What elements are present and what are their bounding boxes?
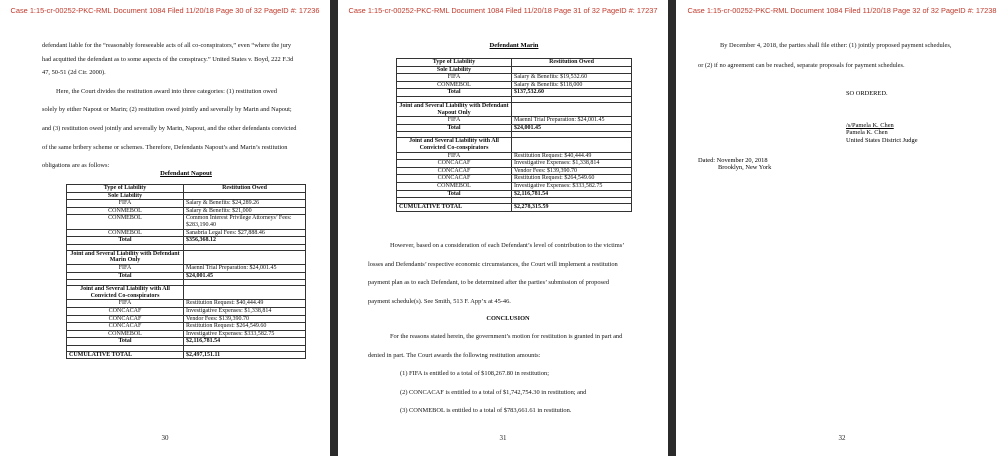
total-value: $356,368.12 <box>184 237 306 245</box>
cell: Restitution Request: $40,444.49 <box>512 152 632 160</box>
page-32 <box>676 0 1008 456</box>
so-ordered: SO ORDERED. <box>846 90 888 97</box>
signature-line: /s/Pamela K. Chen <box>846 122 894 129</box>
section-label: Joint and Several Liability with Defendant Marin Only <box>67 250 184 264</box>
cumulative-label: CUMULATIVE TOTAL <box>67 351 184 359</box>
section-label: Joint and Several Liability with All Convicted Co-conspirators <box>397 138 512 152</box>
cell: Maennl Trial Preparation: $24,001.45 <box>184 264 306 272</box>
body-text <box>42 42 308 170</box>
cell: Restitution Request: $264,549.60 <box>512 175 632 183</box>
column-header: Restitution Owed <box>512 59 632 67</box>
cell: CONMEBOL <box>67 330 184 338</box>
signature-block <box>846 122 918 144</box>
cell: Investigative Expenses: $1,338,814 <box>184 307 306 315</box>
cell: CONCACAF <box>397 160 512 168</box>
judge-title: United States District Judge <box>846 136 918 144</box>
cumulative-value: $2,278,315.59 <box>512 204 632 212</box>
page-number: 30 <box>161 434 169 442</box>
cell: FIFA <box>397 117 512 125</box>
text-line: 47, 50-51 (2d Cir. 2000). <box>42 69 106 77</box>
table-title: Defendant Napout <box>160 170 212 177</box>
total-label: Total <box>67 237 184 245</box>
text-line: losses and Defendants’ respective economic circumstances, the Court will implement a restitution <box>368 260 618 268</box>
total-label: Total <box>397 89 512 97</box>
text-line: For the reasons stated herein, the government’s motion for restitution is granted in part and <box>390 332 623 340</box>
cell: Salary & Benefits: $24,289.26 <box>184 200 306 208</box>
cell: Salary & Benefits: $21,000 <box>184 207 306 215</box>
text-line: obligations are as follows: <box>42 162 110 170</box>
total-label: Total <box>397 190 512 198</box>
award-item: (3) CONMEBOL is entitled to a total of $783,661.61 in restitution. <box>400 407 572 415</box>
cell: Common Interest Privilege Attorneys’ Fees: $283,190.40 <box>184 215 306 229</box>
total-value: $2,116,781.54 <box>184 338 306 346</box>
text-line: payment plan as to each Defendant, to be determined after the parties’ submission of proposed <box>368 279 610 287</box>
cell: Restitution Request: $264,549.60 <box>184 323 306 331</box>
cell: FIFA <box>67 264 184 272</box>
column-header: Type of Liability <box>67 185 184 193</box>
cell: CONCACAF <box>67 307 184 315</box>
cell: FIFA <box>397 152 512 160</box>
page-number: 31 <box>499 434 507 442</box>
page-number: 32 <box>838 434 846 442</box>
page-31 <box>338 0 668 456</box>
cell: Investigative Expenses: $1,338,814 <box>512 160 632 168</box>
conclusion-heading: CONCLUSION <box>486 315 530 323</box>
text-line: of the same bribery scheme or schemes. Therefore, Defendants Napout’s and Marin’s restitution <box>42 143 288 151</box>
section-label: Joint and Several Liability with All Convicted Co-conspirators <box>67 286 184 300</box>
section-label: Sole Liability <box>397 66 512 74</box>
body-text <box>368 242 648 415</box>
text-line: had acquitted the defendant as to some aspects of the conspiracy.” United States v. Boyd, 222 F.3d <box>42 55 294 63</box>
text-line: and (3) restitution owed jointly and severally by Marin, Napout, and the other defendants convicted <box>42 124 297 132</box>
cell: FIFA <box>397 74 512 82</box>
cell: Vendor Fees: $139,390.70 <box>184 315 306 323</box>
section-label: Sole Liability <box>67 192 184 200</box>
text-line: or (2) if no agreement can be reached, separate proposals for payment schedules. <box>698 61 905 69</box>
cell: Salary & Benefits: $19,532.60 <box>512 74 632 82</box>
cell: CONCACAF <box>397 167 512 175</box>
total-value: $24,001.45 <box>184 272 306 280</box>
text-line: Here, the Court divides the restitution award into three categories: (1) restitution owed <box>56 87 277 95</box>
page-header: Case 1:15-cr-00252-PKC-RML Document 1084 Filed 11/20/18 Page 32 of 32 PageID #: 17238 <box>687 6 997 15</box>
cumulative-value: $2,497,151.11 <box>184 351 306 359</box>
cell: Investigative Expenses: $333,582.75 <box>512 182 632 190</box>
text-line: payment schedule(s). See Smith, 513 F. App’x at 45-46. <box>368 297 511 305</box>
text-line: defendant liable for the “reasonably foreseeable acts of all co-conspirators,” even “where the jury <box>42 42 292 49</box>
cell: Vendor Fees: $139,390.70 <box>512 167 632 175</box>
location-line: Brooklyn, New York <box>718 164 772 172</box>
column-header: Restitution Owed <box>184 185 306 193</box>
dated-block <box>698 157 771 172</box>
cell: Salary & Benefits: $118,000 <box>512 81 632 89</box>
page-30 <box>0 0 330 456</box>
total-label: Total <box>397 124 512 132</box>
cell: Investigative Expenses: $333,582.75 <box>184 330 306 338</box>
cell: CONCACAF <box>397 175 512 183</box>
cell: CONMEBOL <box>397 182 512 190</box>
section-label: Joint and Several Liability with Defendant Napout Only <box>397 102 512 116</box>
cell: CONMEBOL <box>67 229 184 237</box>
cell: CONMEBOL <box>67 215 184 229</box>
cell: Sanabria Legal Fees: $27,888.46 <box>184 229 306 237</box>
page-header: Case 1:15-cr-00252-PKC-RML Document 1084 Filed 11/20/18 Page 31 of 32 PageID #: 17237 <box>348 6 658 15</box>
napout-restitution-table <box>66 184 306 359</box>
text-line: By December 4, 2018, the parties shall file either: (1) jointly proposed payment schedules, <box>720 42 952 49</box>
total-value: $137,532.60 <box>512 89 632 97</box>
cell: FIFA <box>67 200 184 208</box>
cell: Maennl Trial Preparation: $24,001.45 <box>512 117 632 125</box>
total-label: Total <box>67 338 184 346</box>
dated-line: Dated: November 20, 2018 <box>698 157 768 164</box>
total-label: Total <box>67 272 184 280</box>
text-line: However, based on a consideration of each Defendant’s level of contribution to the victims’ <box>390 242 625 249</box>
judge-name: Pamela K. Chen <box>846 129 888 137</box>
marin-restitution-table <box>396 58 632 212</box>
award-item: (1) FIFA is entitled to a total of $108,267.80 in restitution; <box>400 370 549 378</box>
total-value: $2,116,781.54 <box>512 190 632 198</box>
cell: Restitution Request: $40,444.49 <box>184 300 306 308</box>
column-header: Type of Liability <box>397 59 512 67</box>
cell: CONCACAF <box>67 323 184 331</box>
cumulative-label: CUMULATIVE TOTAL <box>397 204 512 212</box>
cell: CONMEBOL <box>397 81 512 89</box>
text-line: solely by either Napout or Marin; (2) restitution owed jointly and severally by Marin and Napout; <box>42 106 292 114</box>
cell: CONCACAF <box>67 315 184 323</box>
total-value: $24,001.45 <box>512 124 632 132</box>
cell: FIFA <box>67 300 184 308</box>
body-text <box>698 42 988 69</box>
table-title: Defendant Marin <box>489 42 539 49</box>
award-item: (2) CONCACAF is entitled to a total of $1,742,754.30 in restitution; and <box>400 388 587 396</box>
cell: CONMEBOL <box>67 207 184 215</box>
text-line: denied in part. The Court awards the following restitution amounts: <box>368 351 541 359</box>
page-header: Case 1:15-cr-00252-PKC-RML Document 1084 Filed 11/20/18 Page 30 of 32 PageID #: 17236 <box>10 6 320 15</box>
